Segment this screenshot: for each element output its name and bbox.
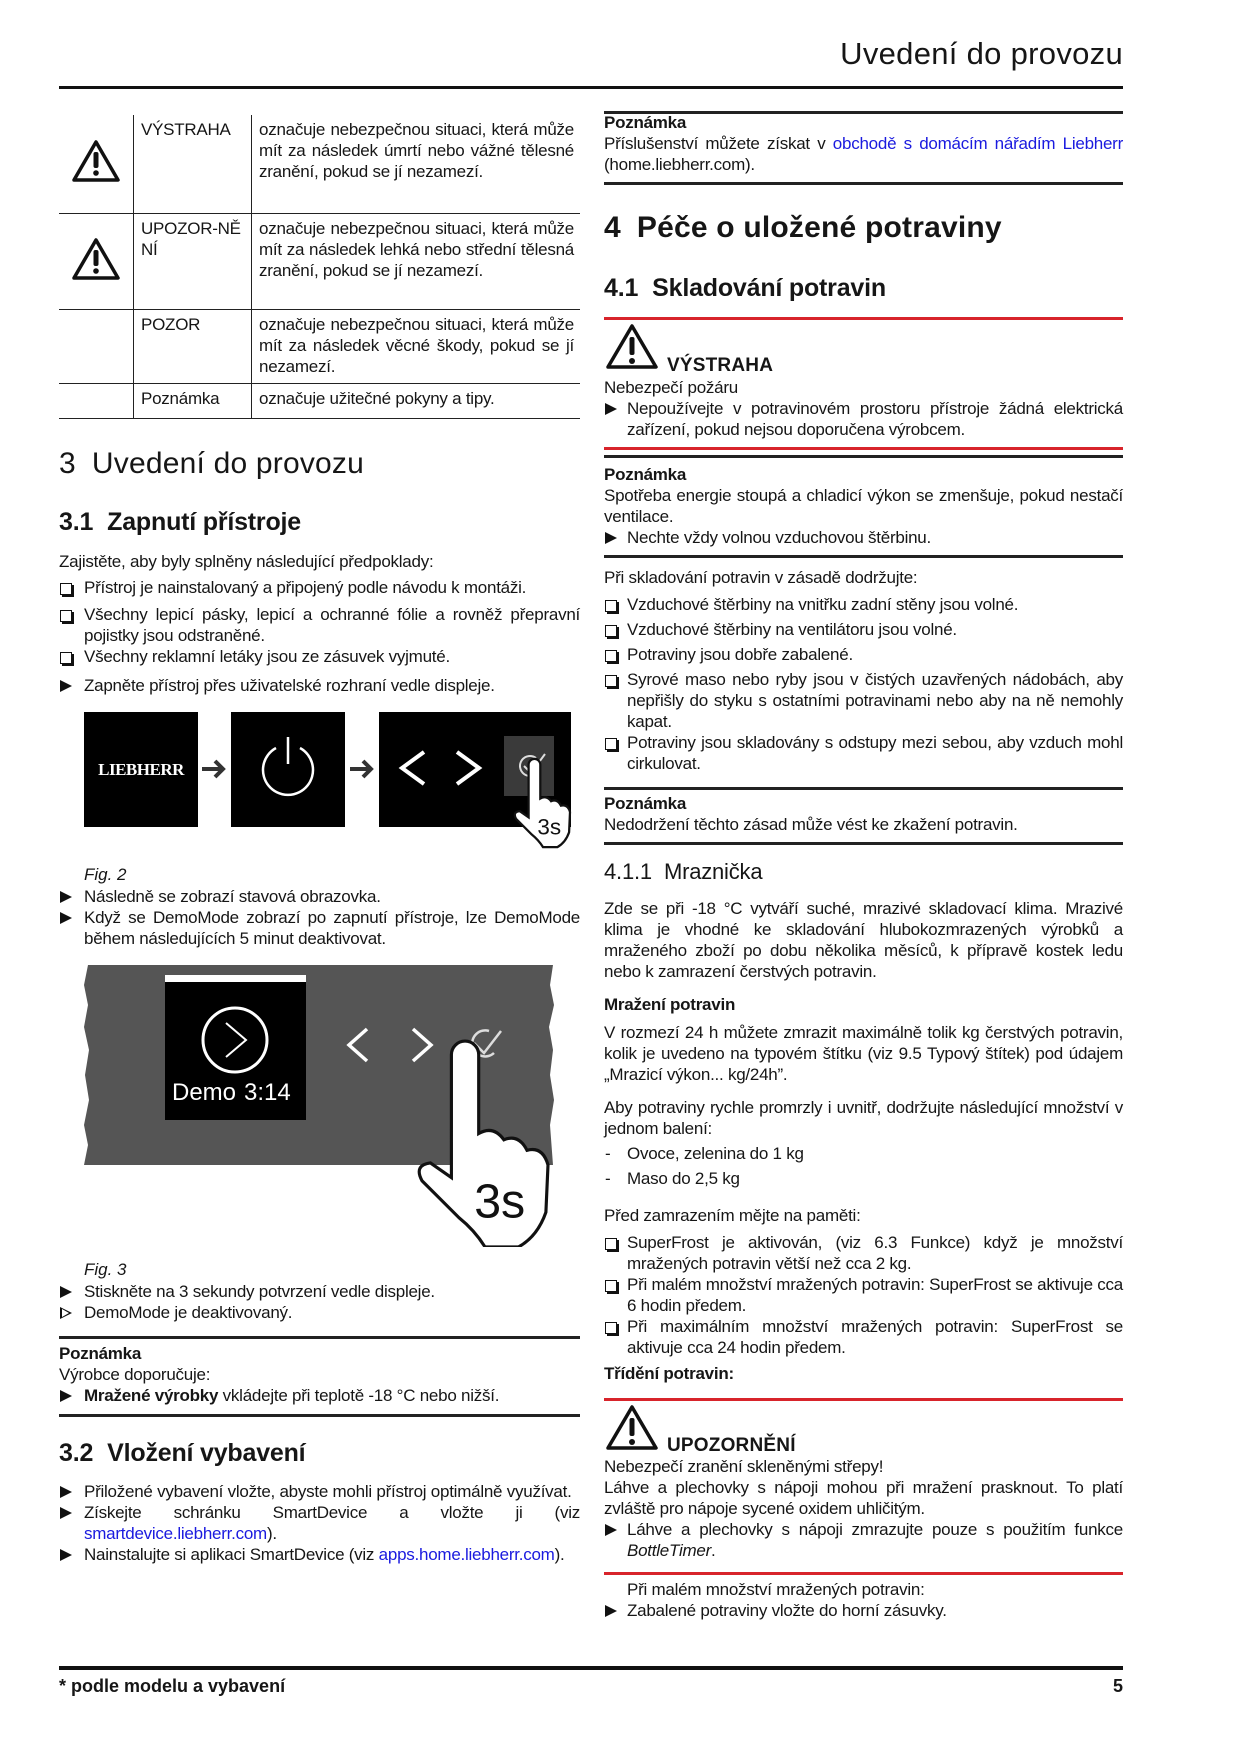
list-item: [604, 1600, 1123, 1621]
apps-link[interactable]: apps.home.liebherr.com: [378, 1545, 555, 1564]
prerequisites-list: [59, 577, 580, 667]
step-text: ).: [554, 1545, 565, 1564]
freezer-description: Zde se při -18 °C vytváří suché, mrazivé skladovací klima. Mrazivé klima je vhodné ke skladování hlubokozmrazených výrobků a mraženého zboží po dobu několika měsíců, k přípravě kostek ledu nebo k zamrazení čerstvých potravin.: [604, 899, 1123, 981]
sorting-heading: Třídění potravin:: [604, 1364, 734, 1383]
checkbox-icon: [60, 610, 72, 622]
signal-label: POZOR: [134, 309, 252, 383]
header-rule: [59, 86, 1123, 89]
note-text-part: Příslušenství můžete získat v: [604, 134, 833, 153]
note-top-rule: [604, 787, 1123, 790]
list-item: [604, 398, 1123, 440]
list-item-text: Ovoce, zelenina do 1 kg: [627, 1144, 804, 1163]
step-text: ).: [266, 1524, 277, 1543]
footer-rule: [59, 1666, 1123, 1670]
small-amount-text: Při malém množství mražených potravin:: [627, 1580, 925, 1599]
list-item: [604, 619, 1123, 640]
small-amount-block: [604, 1579, 1123, 1621]
arrow-right-icon: [350, 761, 371, 777]
section-4-heading: [604, 211, 1002, 245]
arrow-bullet-icon: [60, 1390, 72, 1402]
note-top-rule: [59, 1336, 580, 1339]
prerequisites-intro: Zajistěte, aby byly splněny následující předpoklady:: [59, 552, 434, 571]
liebherr-shop-link[interactable]: obchodě s domácím nářadím Liebherr: [832, 134, 1123, 153]
list-item: [59, 1544, 580, 1565]
list-item: [59, 1502, 580, 1544]
equipment-steps: [59, 1481, 580, 1565]
step-text: Když se DemoMode zobrazí po zapnutí přístroje, lze DemoMode během následujících 5 minut deaktivovat.: [84, 908, 580, 948]
list-item: [604, 644, 1123, 665]
arrow-bullet-icon: [60, 1549, 72, 1561]
step-text: Následně se zobrazí stavová obrazovka.: [84, 887, 381, 906]
table-row: [59, 115, 580, 213]
signal-description: označuje nebezpečnou situaci, která může mít za následek lehká nebo střední tělesná zranění, pokud se jí nezamezí.: [252, 213, 581, 309]
warning-triangle-icon: [605, 323, 659, 371]
note-bottom-rule: [59, 1414, 580, 1417]
checkbox-icon: [605, 1238, 617, 1250]
signal-label: Poznámka: [134, 383, 252, 418]
arrow-bullet-icon: [605, 403, 617, 415]
power-screen: [231, 712, 345, 827]
section-4-1-heading: [604, 273, 886, 303]
list-item: [59, 1281, 580, 1302]
warning-body: [604, 377, 1123, 440]
list-item: [604, 1143, 1123, 1164]
amount-list: [604, 1143, 1123, 1189]
list-item: [604, 1274, 1123, 1316]
freezing-heading: Mražení potravin: [604, 995, 736, 1014]
accessories-note: [604, 112, 1123, 175]
table-row: [59, 213, 580, 309]
page-number: 5: [1112, 1676, 1123, 1696]
arrow-bullet-icon: [60, 1507, 72, 1519]
note-bottom-rule: [604, 842, 1123, 845]
step-text: Přiložené vybavení vložte, abyste mohli přístroj optimálně využívat.: [84, 1482, 572, 1501]
checkbox-icon: [605, 1322, 617, 1334]
list-item-text: Při malém množství mražených potravin: SuperFrost se aktivuje cca 6 hodin předem.: [627, 1275, 1123, 1315]
signal-description: označuje nebezpečnou situaci, která může mít za následek úmrtí nebo vážné tělesné zranění, pokud se jí nezamezí.: [252, 115, 581, 213]
liebherr-logo: LIEBHERR: [98, 760, 184, 779]
list-item: [59, 577, 580, 598]
caution-level: UPOZORNĚNÍ: [667, 1435, 796, 1456]
warning-triangle-icon: [71, 139, 121, 183]
warning-triangle-icon: [605, 1404, 659, 1452]
checkbox-icon: [605, 600, 617, 612]
note-bottom-rule: [604, 555, 1123, 558]
footer-note: * podle modelu a vybavení: [59, 1676, 286, 1696]
storage-checklist: [604, 594, 1123, 774]
note-text: Výrobce doporučuje:: [59, 1365, 211, 1384]
step-text: .: [711, 1541, 716, 1560]
list-item: [604, 1316, 1123, 1358]
table-row: [59, 309, 580, 383]
steps-after-fig3: [59, 1281, 580, 1323]
step-text: Zabalené potraviny vložte do horní zásuvky.: [627, 1601, 947, 1620]
caution-bottom-rule: [604, 1572, 1123, 1575]
list-item: [59, 646, 580, 667]
heading-title: Vložení vybavení: [107, 1439, 306, 1467]
section-3-2-heading: [59, 1438, 305, 1468]
signal-label: UPOZOR-NĚNÍ: [134, 213, 252, 309]
heading-number: 4.1.1: [604, 859, 652, 884]
step-text: Stiskněte na 3 sekundy potvrzení vedle displeje.: [84, 1282, 435, 1301]
heading-title: Mraznička: [663, 859, 763, 884]
before-freezing-intro: Před zamrazením mějte na paměti:: [604, 1206, 861, 1225]
demo-countdown: 3:14: [244, 1079, 291, 1106]
result-arrow-icon: [60, 1307, 72, 1319]
note-text: Spotřeba energie stoupá a chladicí výkon se zmenšuje, pokud nestačí ventilace.: [604, 486, 1123, 526]
warning-triangle-icon: [71, 237, 121, 281]
warning-bottom-rule: [604, 447, 1123, 450]
arrow-bullet-icon: [60, 1286, 72, 1298]
list-item: [604, 1519, 1123, 1561]
arrow-bullet-icon: [60, 1486, 72, 1498]
list-item-text: Maso do 2,5 kg: [627, 1169, 740, 1188]
heading-title: Skladování potravin: [652, 274, 886, 302]
instruction-step: [59, 675, 580, 696]
list-item: [59, 1302, 580, 1323]
step-text: Nechte vždy volnou vzduchovou štěrbinu.: [627, 528, 931, 547]
list-item-text: Přístroj je nainstalovaný a připojený podle návodu k montáži.: [84, 578, 527, 597]
emphasis-text: Mražené výrobky: [84, 1386, 219, 1405]
heading-number: 3.1: [59, 508, 94, 536]
step-text: Nainstalujte si aplikaci SmartDevice (viz: [84, 1545, 379, 1564]
checkbox-icon: [605, 1280, 617, 1292]
heading-number: 4: [604, 211, 621, 244]
note-label: Poznámka: [604, 465, 687, 484]
note-label: Poznámka: [59, 1344, 142, 1363]
hazard-text: Nebezpečí zranění skleněnými střepy!: [604, 1457, 884, 1476]
figure-3-caption: Fig. 3: [84, 1260, 127, 1279]
list-item: [59, 1481, 580, 1502]
list-item: [604, 1168, 1123, 1189]
caution-top-rule: [604, 1398, 1123, 1401]
list-item-text: Všechny lepicí pásky, lepicí a ochranné fólie a rovněž přepravní pojistky jsou odstraněné.: [84, 605, 580, 645]
function-name: BottleTimer: [627, 1541, 712, 1560]
list-item-text: Všechny reklamní letáky jsou ze zásuvek vyjmuté.: [84, 647, 450, 666]
note-label: Poznámka: [604, 794, 687, 813]
list-item-text: Vzduchové štěrbiny na ventilátoru jsou volné.: [627, 620, 957, 639]
heading-title: Zapnutí přístroje: [107, 508, 301, 536]
table-row: [59, 383, 580, 418]
signal-description: označuje užitečné pokyny a tipy.: [252, 383, 581, 418]
page-header-title: Uvedení do provozu: [840, 36, 1123, 71]
freezing-capacity-text: V rozmezí 24 h můžete zmrazit maximálně tolik kg čerstvých potravin, kolik je uvedeno na typovém štítku (viz 9.5 Typový štítek) pod údajem „Mrazicí výkon... kg/24h”.: [604, 1023, 1123, 1084]
list-item: [604, 1232, 1123, 1274]
before-freezing-checklist: [604, 1232, 1123, 1358]
heading-number: 3: [59, 447, 76, 480]
smartdevice-link[interactable]: smartdevice.liebherr.com: [84, 1524, 267, 1543]
figure-2-switch-on-sequence: [84, 712, 584, 852]
warning-top-rule: [604, 317, 1123, 320]
list-item-text: Potraviny jsou skladovány s odstupy mezi sebou, aby vzduch mohl cirkulovat.: [627, 733, 1123, 773]
caution-body: [604, 1456, 1123, 1561]
dash-bullet: -: [605, 1169, 611, 1188]
list-item: [59, 907, 580, 949]
signal-label: VÝSTRAHA: [134, 115, 252, 213]
note-text-part: (home.liebherr.com).: [604, 155, 755, 174]
demo-label: Demo: [172, 1079, 237, 1106]
note-text: [604, 133, 1123, 175]
list-item-text: Při maximálním množství mražených potravin: SuperFrost se aktivuje cca 24 hodin předem.: [627, 1317, 1123, 1357]
list-item: [604, 527, 1123, 548]
section-3-heading: [59, 447, 364, 481]
list-item-text: Syrové maso nebo ryby jsou v čistých uzavřených nádobách, aby nepřišly do styku s ostatními potravinami nebo aby na ně nemohly kapat.: [627, 670, 1123, 731]
heading-title: Uvedení do provozu: [91, 447, 364, 480]
note-text: Nedodržení těchto zásad může vést ke zkažení potravin.: [604, 815, 1018, 834]
step-text: vkládejte při teplotě -18 °C nebo nižší.: [218, 1386, 500, 1405]
heading-number: 4.1: [604, 274, 639, 302]
checkbox-icon: [60, 583, 72, 595]
display-top-bar: [165, 975, 306, 982]
hazard-text: Nebezpečí požáru: [604, 378, 738, 397]
list-item-text: SuperFrost je aktivován, (viz 6.3 Funkce) když je množství mražených potravin větší než cca 2 kg.: [627, 1233, 1123, 1273]
heading-title: Péče o uložené potraviny: [636, 211, 1002, 244]
list-item: [604, 669, 1123, 732]
arrow-bullet-icon: [605, 532, 617, 544]
list-item: [604, 732, 1123, 774]
section-4-1-1-heading: [604, 859, 762, 885]
note-label: Poznámka: [604, 113, 687, 132]
svg-text:3s: 3s: [537, 814, 562, 840]
checkbox-icon: [605, 738, 617, 750]
checkbox-icon: [60, 652, 72, 664]
svg-text:3s: 3s: [474, 1174, 526, 1229]
step-text: Nepoužívejte v potravinovém prostoru přístroje žádná elektrická zařízení, pokud nejsou doporučena výrobcem.: [627, 399, 1123, 439]
list-item-text: Potraviny jsou dobře zabalené.: [627, 645, 853, 664]
step-text: Láhve a plechovky s nápoji zmrazujte pouze s použitím funkce: [627, 1520, 1123, 1539]
arrow-bullet-icon: [60, 680, 72, 692]
list-item: [59, 604, 580, 646]
checkbox-icon: [605, 650, 617, 662]
arrow-bullet-icon: [605, 1605, 617, 1617]
list-item: [59, 886, 580, 907]
heading-number: 3.2: [59, 1439, 94, 1467]
signal-description: označuje nebezpečnou situaci, která může mít za následek věcné škody, pokud se jí nezamezí.: [252, 309, 581, 383]
step-text: Získejte schránku SmartDevice a vložte ji (viz: [84, 1503, 580, 1522]
result-text: DemoMode je deaktivovaný.: [84, 1303, 293, 1322]
list-item: [59, 1385, 580, 1406]
spoilage-note: [604, 793, 1123, 835]
list-item: [604, 594, 1123, 615]
note-bottom-rule: [604, 182, 1123, 185]
section-3-1-heading: [59, 507, 301, 537]
figure-2-caption: Fig. 2: [84, 865, 127, 884]
note-box: [59, 1343, 580, 1406]
arrow-right-icon: [202, 761, 223, 777]
amount-intro: Aby potraviny rychle promrzly i uvnitř, dodržujte následující množství v jednom balení:: [604, 1098, 1123, 1138]
note-top-rule: [604, 455, 1123, 458]
checkbox-icon: [605, 625, 617, 637]
ventilation-note: [604, 464, 1123, 548]
warning-level: VÝSTRAHA: [667, 355, 774, 376]
arrow-bullet-icon: [605, 1524, 617, 1536]
list-item-text: Vzduchové štěrbiny na vnitřku zadní stěny jsou volné.: [627, 595, 1019, 614]
step-text: Zapněte přístroj přes uživatelské rozhraní vedle displeje.: [84, 676, 495, 695]
caution-text: Láhve a plechovky s nápoji mohou při mražení prasknout. To platí zvláště pro nápoje sycené oxidem uhličitým.: [604, 1478, 1123, 1518]
checkbox-icon: [605, 675, 617, 687]
storage-intro: Při skladování potravin v zásadě dodržujte:: [604, 568, 918, 587]
dash-bullet: -: [605, 1144, 611, 1163]
arrow-bullet-icon: [60, 891, 72, 903]
signal-word-table: [59, 115, 580, 419]
steps-after-fig2: [59, 886, 580, 949]
arrow-bullet-icon: [60, 912, 72, 924]
figure-3-demo-mode: [84, 965, 554, 1247]
